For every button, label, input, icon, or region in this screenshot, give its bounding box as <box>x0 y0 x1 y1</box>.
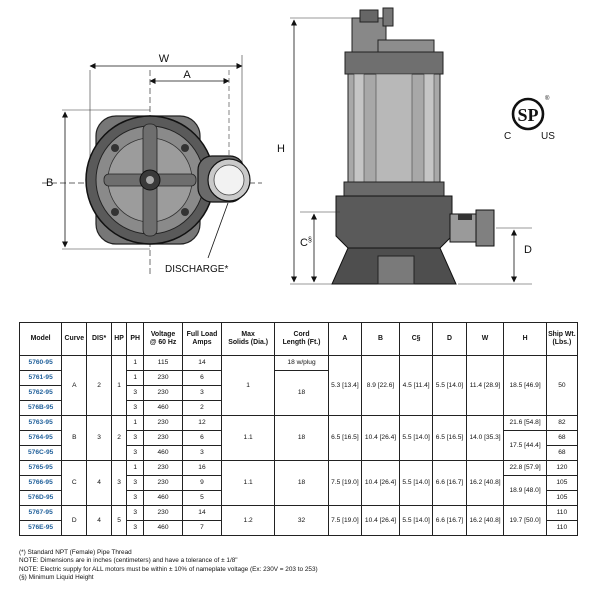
dis-cell: 4 <box>87 461 111 506</box>
ph-cell: 3 <box>127 401 144 416</box>
dim-a-cell: 6.5 [16.5] <box>328 416 361 461</box>
voltage-cell: 460 <box>144 491 183 506</box>
header-c: C§ <box>399 323 432 356</box>
amps-cell: 7 <box>183 521 222 536</box>
discharge-label: DISCHARGE* <box>165 264 229 275</box>
table-header-row <box>20 323 578 356</box>
svg-text:C: C <box>504 131 512 142</box>
curve-cell: C <box>62 461 87 506</box>
voltage-cell: 230 <box>144 371 183 386</box>
dis-cell: 2 <box>87 356 111 416</box>
footnote-dimensions: NOTE: Dimensions are in inches (centimeters) and have a tolerance of ± 1/8" <box>19 557 238 565</box>
ship-weight-cell: 105 <box>546 476 577 491</box>
footnote-electric-supply: NOTE: Electric supply for ALL motors must be within ± 10% of nameplate voltage (Ex: 230V = 203 to 253) <box>19 565 318 573</box>
ph-cell: 3 <box>127 491 144 506</box>
dim-h-cell: 18.9 [48.0] <box>504 476 546 506</box>
header-curve: Curve <box>62 323 87 356</box>
svg-text:®: ® <box>545 96 550 102</box>
amps-cell: 16 <box>183 461 222 476</box>
dim-h-cell: 18.5 [46.9] <box>504 356 546 416</box>
dim-a-cell: 7.5 [19.0] <box>328 506 361 536</box>
amps-cell: 14 <box>183 506 222 521</box>
model-cell: 576C-95 <box>20 446 62 461</box>
header-b: B <box>362 323 400 356</box>
table-row <box>20 506 578 521</box>
top-view-drawing <box>42 53 262 276</box>
ph-cell: 1 <box>127 356 144 371</box>
header-full-load-amps: Full Load Amps <box>183 323 222 356</box>
model-cell: 5767-95 <box>20 506 62 521</box>
ph-cell: 1 <box>127 416 144 431</box>
dim-label-d: D <box>524 244 532 256</box>
model-cell: 5764-95 <box>20 431 62 446</box>
dim-c-cell: 5.5 [14.0] <box>399 506 432 536</box>
amps-cell: 6 <box>183 431 222 446</box>
model-cell: 5760-95 <box>20 356 62 371</box>
dim-b-cell: 10.4 [26.4] <box>362 416 400 461</box>
dim-h-cell: 19.7 [50.0] <box>504 506 546 536</box>
dim-d-cell: 5.5 [14.0] <box>433 356 466 416</box>
amps-cell: 14 <box>183 356 222 371</box>
dim-label-a: A <box>183 69 191 81</box>
dim-d-cell: 6.6 [16.7] <box>433 461 466 506</box>
ship-weight-cell: 68 <box>546 431 577 446</box>
dim-a-cell: 7.5 [19.0] <box>328 461 361 506</box>
hp-cell: 3 <box>111 461 127 506</box>
solids-cell: 1.1 <box>221 416 274 461</box>
voltage-cell: 460 <box>144 446 183 461</box>
voltage-cell: 230 <box>144 386 183 401</box>
specifications-table <box>19 322 578 536</box>
amps-cell: 3 <box>183 446 222 461</box>
model-cell: 576E-95 <box>20 521 62 536</box>
dim-b-cell: 10.4 [26.4] <box>362 506 400 536</box>
model-cell: 5761-95 <box>20 371 62 386</box>
dim-h-cell: 22.8 [57.9] <box>504 461 546 476</box>
hp-cell: 5 <box>111 506 127 536</box>
dim-c-cell: 5.5 [14.0] <box>399 461 432 506</box>
ship-weight-cell: 105 <box>546 491 577 506</box>
dim-d-cell: 6.5 [16.5] <box>433 416 466 461</box>
dim-label-w: W <box>158 53 170 65</box>
ship-weight-cell: 82 <box>546 416 577 431</box>
ph-cell: 3 <box>127 506 144 521</box>
dis-cell: 3 <box>87 416 111 461</box>
ph-cell: 3 <box>127 386 144 401</box>
table-row <box>20 356 578 371</box>
side-view-drawing <box>277 8 532 284</box>
dis-cell: 4 <box>87 506 111 536</box>
model-cell: 5765-95 <box>20 461 62 476</box>
amps-cell: 6 <box>183 371 222 386</box>
amps-cell: 3 <box>183 386 222 401</box>
voltage-cell: 230 <box>144 461 183 476</box>
model-cell: 576D-95 <box>20 491 62 506</box>
amps-cell: 12 <box>183 416 222 431</box>
hp-cell: 2 <box>111 416 127 461</box>
dim-label-c: C§ <box>300 237 312 249</box>
ph-cell: 3 <box>127 431 144 446</box>
hp-cell: 1 <box>111 356 127 416</box>
cord-cell: 18 <box>275 461 328 506</box>
header-dis: DIS* <box>87 323 111 356</box>
cord-cell: 18 w/plug <box>275 356 328 371</box>
dim-h-cell: 17.5 [44.4] <box>504 431 546 461</box>
svg-text:SP: SP <box>517 105 539 125</box>
ship-weight-cell: 110 <box>546 506 577 521</box>
ph-cell: 3 <box>127 446 144 461</box>
model-cell: 5762-95 <box>20 386 62 401</box>
table-footnotes <box>19 549 318 583</box>
header-hp: HP <box>111 323 127 356</box>
ph-cell: 3 <box>127 476 144 491</box>
solids-cell: 1.2 <box>221 506 274 536</box>
footnote-pipe-thread: (*) Standard NPT (Female) Pipe Thread <box>19 549 132 556</box>
ph-cell: 1 <box>127 461 144 476</box>
header-max-solids: Max Solids (Dia.) <box>221 323 274 356</box>
cord-cell: 18 <box>275 371 328 416</box>
dim-w-cell: 16.2 [40.8] <box>466 461 504 506</box>
amps-cell: 9 <box>183 476 222 491</box>
dim-b-cell: 10.4 [26.4] <box>362 461 400 506</box>
voltage-cell: 230 <box>144 431 183 446</box>
solids-cell: 1 <box>221 356 274 416</box>
svg-text:US: US <box>541 131 555 142</box>
voltage-cell: 460 <box>144 521 183 536</box>
cord-cell: 18 <box>275 416 328 461</box>
ship-weight-cell: 68 <box>546 446 577 461</box>
header-voltage: Voltage @ 60 Hz <box>144 323 183 356</box>
curve-cell: B <box>62 416 87 461</box>
header-a: A <box>328 323 361 356</box>
dim-w-cell: 14.0 [35.3] <box>466 416 504 461</box>
curve-cell: A <box>62 356 87 416</box>
model-cell: 5766-95 <box>20 476 62 491</box>
header-d: D <box>433 323 466 356</box>
ship-weight-cell: 50 <box>546 356 577 416</box>
table-row <box>20 416 578 431</box>
footnote-min-liquid-height: (§) Minimum Liquid Height <box>19 574 94 582</box>
ship-weight-cell: 120 <box>546 461 577 476</box>
ph-cell: 1 <box>127 371 144 386</box>
model-cell: 576B-95 <box>20 401 62 416</box>
table-row <box>20 461 578 476</box>
cord-cell: 32 <box>275 506 328 536</box>
header-ship-weight: Ship Wt. (Lbs.) <box>546 323 577 356</box>
csa-us-certification-mark <box>504 95 555 142</box>
dim-c-cell: 5.5 [14.0] <box>399 416 432 461</box>
dim-h-cell: 21.6 [54.8] <box>504 416 546 431</box>
dim-w-cell: 16.2 [40.8] <box>466 506 504 536</box>
dim-c-cell: 4.5 [11.4] <box>399 356 432 416</box>
header-model: Model <box>20 323 62 356</box>
curve-cell: D <box>62 506 87 536</box>
dim-label-b: B <box>46 177 54 189</box>
solids-cell: 1.1 <box>221 461 274 506</box>
header-w: W <box>466 323 504 356</box>
ship-weight-cell: 110 <box>546 521 577 536</box>
dim-b-cell: 8.9 [22.6] <box>362 356 400 416</box>
header-h: H <box>504 323 546 356</box>
dim-a-cell: 5.3 [13.4] <box>328 356 361 416</box>
model-cell: 5763-95 <box>20 416 62 431</box>
amps-cell: 2 <box>183 401 222 416</box>
voltage-cell: 230 <box>144 476 183 491</box>
dim-d-cell: 6.6 [16.7] <box>433 506 466 536</box>
header-cord-length: Cord Length (Ft.) <box>275 323 328 356</box>
amps-cell: 5 <box>183 491 222 506</box>
voltage-cell: 115 <box>144 356 183 371</box>
ph-cell: 3 <box>127 521 144 536</box>
header-ph: PH <box>127 323 144 356</box>
dim-label-h: H <box>277 143 285 155</box>
voltage-cell: 230 <box>144 506 183 521</box>
dim-w-cell: 11.4 [28.9] <box>466 356 504 416</box>
voltage-cell: 460 <box>144 401 183 416</box>
voltage-cell: 230 <box>144 416 183 431</box>
